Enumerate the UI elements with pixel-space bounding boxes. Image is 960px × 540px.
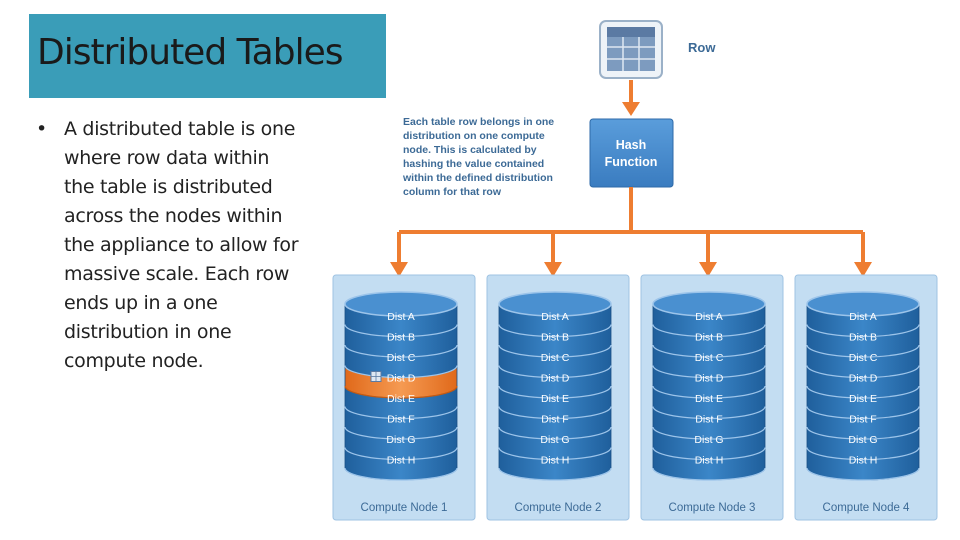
distribution-label: Dist D — [386, 372, 416, 385]
row-table-icon — [600, 21, 662, 78]
row-label: Row — [688, 40, 716, 55]
compute-node-2 — [487, 275, 629, 520]
compute-node-4 — [795, 275, 937, 520]
distribution-label: Dist D — [694, 372, 724, 385]
distribution-label: Dist E — [694, 393, 724, 405]
hash-function-box — [590, 119, 673, 187]
distribution-label: Dist H — [540, 454, 570, 467]
explanation-line: Each table row belongs in one — [403, 116, 555, 128]
distribution-label: Dist A — [541, 311, 569, 323]
distribution-label: Dist C — [540, 352, 570, 364]
compute-node-label: Compute Node 4 — [822, 502, 910, 514]
node-arrows — [390, 232, 872, 277]
explanation-line: column for that row — [403, 186, 501, 198]
distribution-label: Dist B — [540, 331, 570, 344]
hash-function-label-line: Hash — [615, 138, 647, 152]
distribution-label: Dist A — [695, 311, 723, 323]
distribution-label: Dist D — [848, 372, 878, 385]
compute-nodes — [333, 275, 937, 520]
explanation-line: node. This is calculated by — [403, 144, 537, 156]
distribution-label: Dist E — [386, 393, 416, 405]
compute-node-label: Compute Node 2 — [514, 502, 602, 514]
distribution-label: Dist A — [849, 311, 877, 323]
distribution-label: Dist B — [694, 331, 724, 344]
slide-title: Distributed Tables — [37, 32, 343, 73]
explanation-line: within the defined distribution — [403, 172, 553, 184]
explanation-line: distribution on one compute — [403, 130, 545, 142]
distribution-label: Dist D — [540, 372, 570, 385]
distribution-label: Dist F — [695, 413, 723, 426]
distribution-label: Dist H — [386, 454, 416, 467]
distribution-label: Dist H — [694, 454, 724, 467]
distribution-label: Dist G — [848, 434, 878, 446]
distribution-label: Dist B — [848, 331, 878, 344]
distribution-label: Dist C — [848, 352, 878, 364]
explanation-line: hashing the value contained — [403, 158, 545, 170]
distribution-label: Dist C — [694, 352, 724, 364]
compute-node-1 — [333, 275, 475, 520]
compute-node-label: Compute Node 1 — [360, 502, 448, 514]
compute-node-3 — [641, 275, 783, 520]
hash-function-label-line: Function — [604, 155, 658, 169]
distribution-label: Dist F — [849, 413, 877, 426]
bullet-dot-icon: • — [36, 118, 48, 140]
compute-node-label: Compute Node 3 — [668, 502, 756, 514]
distribution-label: Dist H — [848, 454, 878, 467]
distribution-label: Dist B — [386, 331, 416, 344]
distribution-label: Dist A — [387, 311, 415, 323]
row-to-hash-arrow — [622, 80, 640, 116]
explanation-text — [402, 116, 554, 198]
distribution-label: Dist F — [541, 413, 569, 426]
distribution-label: Dist C — [386, 352, 416, 364]
distribution-label: Dist G — [540, 434, 570, 446]
distribution-label: Dist F — [387, 413, 415, 426]
bullet-text: A distributed table is one where row data within the table is distributed across the nodes within the appliance to allow for massive scale. Each row ends up in a one distribution in one compute node. — [64, 118, 299, 372]
distribution-label: Dist E — [540, 393, 570, 405]
distribution-label: Dist G — [386, 434, 416, 446]
distribution-label: Dist E — [848, 393, 878, 405]
distribution-label: Dist G — [694, 434, 724, 446]
